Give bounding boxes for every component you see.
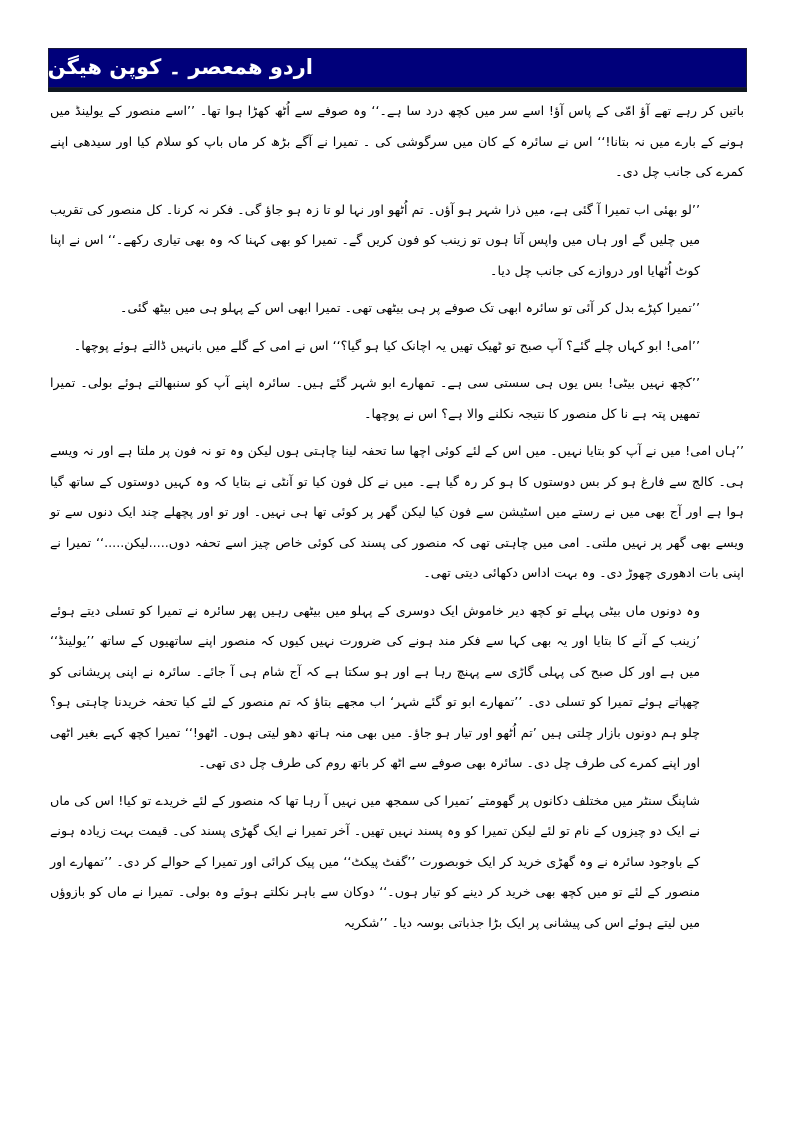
paragraph: وہ دونوں ماں بیٹی پہلے تو کچھ دیر خاموش ایک دوسری کے پہلو میں بیٹھی رہیں پھر سائرہ نے تمیرا کو تسلی دیتے ہوئے ’زینب کے آنے کا بتایا اور یہ بھی کہا سے فکر مند ہونے کی ضرورت نہیں کیوں کہ منصور اپنے ساتھیوں کے ساتھ ’’یولینڈ‘‘ میں ہے اور کل صبح کی پہلی گاڑی سے پہنچ رہا ہے اور ہو سکتا ہے کہ آج شام ہی آ جائے۔ سائرہ نے اپنی پریشانی کو چھپاتے ہوئے تمیرا کو تسلی دی۔ ’’تمھارے ابو تو گئے شہر‘ اب مجھے بتاؤ کہ تم منصور کے لئے کیا تحفہ خریدنا چاہتی ہو؟ چلو ہم دونوں بازار چلتی ہیں ’تم اُٹھو اور تیار ہو جاؤ۔ میں بھی منہ ہاتھ دھو لیتی ہوں۔ اٹھو!‘‘ تمیرا کچھ کہے بغیر اٹھی اور اپنے کمرے کی طرف چل دی۔ سائرہ بھی صوفے سے اٹھ کر باتھ روم کی طرف چل دی تھی۔ [50, 602, 700, 770]
paragraph: ’’کچھ نہیں بیٹی! بس یوں ہی سستی سی ہے۔ تمھارے ابو شہر گئے ہیں۔ سائرہ اپنے آپ کو سنبھالتے ہوئے بولی۔ تمیرا تمھیں پتہ ہے نا کل منصور کا نتیجہ نکلنے والا ہے؟ اس نے پوچھا۔ [50, 375, 700, 421]
paragraph: ’’لو بھئی اب تمیرا آ گئی ہے، میں ذرا شہر ہو آؤں۔ تم اُٹھو اور نہا لو تا زہ ہو جاؤ گی۔ فکر نہ کرنا۔ کل منصور کی تقریب میں چلیں گے اور ہاں میں واپس آتا ہوں تو زینب کو فون کریں گے۔ تمیرا کو بھی کہنا کہ وہ بھی تیاری رکھے۔‘‘ اس نے اپنا کوٹ اُٹھایا اور دروازے کی جانب چل دیا۔ [50, 201, 700, 278]
paragraph: ’’تمیرا کپڑے بدل کر آئی تو سائرہ ابھی تک صوفے پر ہی بیٹھی تھی۔ تمیرا ابھی اس کے پہلو ہی میں بیٹھ گئی۔ [120, 300, 700, 315]
header-title: اردو ھمعصر ۔ کوپن ھیگن [47, 55, 313, 79]
paragraph: ’’ہاں امی! میں نے آپ کو بتایا نہیں۔ میں اس کے لئے کوئی اچھا سا تحفہ لینا چاہتی ہوں لیکن وہ تو نہ فون پر ملتا ہے اور نہ ویسے ہی۔ کالج سے فارغ ہو کر بس دوستوں کا ہو کر رہ گیا ہے۔ میں نے کل فون کیا تو آنٹی نے بتایا کہ وہ کہیں دوستوں کے ساتھ گیا ہوا ہے اور آج بھی میں نے رستے میں اسٹیشن سے فون کیا لیکن گھر پر کوئی تھا ہی نہیں۔ اور تو اور پچھلے چند ایک دنوں سے تو ویسے بھی گھر پر نہیں ملتی۔ امی میں چاہتی تھی کہ منصور کی پسند کی کوئی خاص چیز اسے تحفہ دوں.....لیکن.....‘‘ تمیرا نے اپنی بات ادھوری چھوڑ دی۔ وہ بہت اداس دکھائی دیتی تھی۔ [50, 443, 744, 580]
paragraph: شاپنگ سنٹر میں مختلف دکانوں پر گھومتے ’تمیرا کی سمجھ میں نہیں آ رہا تھا کہ منصور کے لئے خریدے تو کیا! اس کی ماں نے ایک دو چیزوں کے نام تو لئے لیکن تمیرا کو وہ پسند نہیں تھیں۔ آخر تمیرا نے ایک گھڑی پسند کی۔ قیمت بہت زیادہ ہونے کے باوجود سائرہ نے وہ گھڑی خرید کر ایک خوبصورت ’’گفٹ پیکٹ‘‘ میں پیک کرائی اور تمیرا کے حوالے کر دی۔ ’’تمھارے اور منصور کے لئے تو میں کچھ بھی خرید کر دینے کو تیار ہوں۔‘‘ دوکان سے باہر نکلتے ہوئے وہ بولی۔ تمیرا نے ماں کو بازوؤں میں لیتے ہوئے اس کی پیشانی پر ایک بڑا جذباتی بوسہ دیا۔ ’’شکریہ [50, 792, 700, 930]
header-banner [48, 48, 747, 88]
page-body [50, 96, 744, 938]
paragraph: ’’امی! ابو کہاں چلے گئے؟ آپ صبح تو ٹھیک تھیں یہ اچانک کیا ہو گیا؟‘‘ اس نے امی کے گلے میں بانہیں ڈالتے ہوئے پوچھا۔ [73, 337, 700, 353]
paragraph: باتیں کر رہے تھے آؤ امّی کے پاس آؤ! اسے سر میں کچھ درد سا ہے۔‘‘ وہ صوفے سے اُٹھ کھڑا ہوا تھا۔ ’’اسے منصور کے یولینڈ میں ہونے کے بارے میں نہ بتانا!‘‘ اس نے سائرہ کے کان میں سرگوشی کی ۔ تمیرا نے آگے بڑھ کر ماں باپ کو سلام کیا اور سیدھی اپنے کمرے کی جانب چل دی۔ [50, 103, 744, 179]
